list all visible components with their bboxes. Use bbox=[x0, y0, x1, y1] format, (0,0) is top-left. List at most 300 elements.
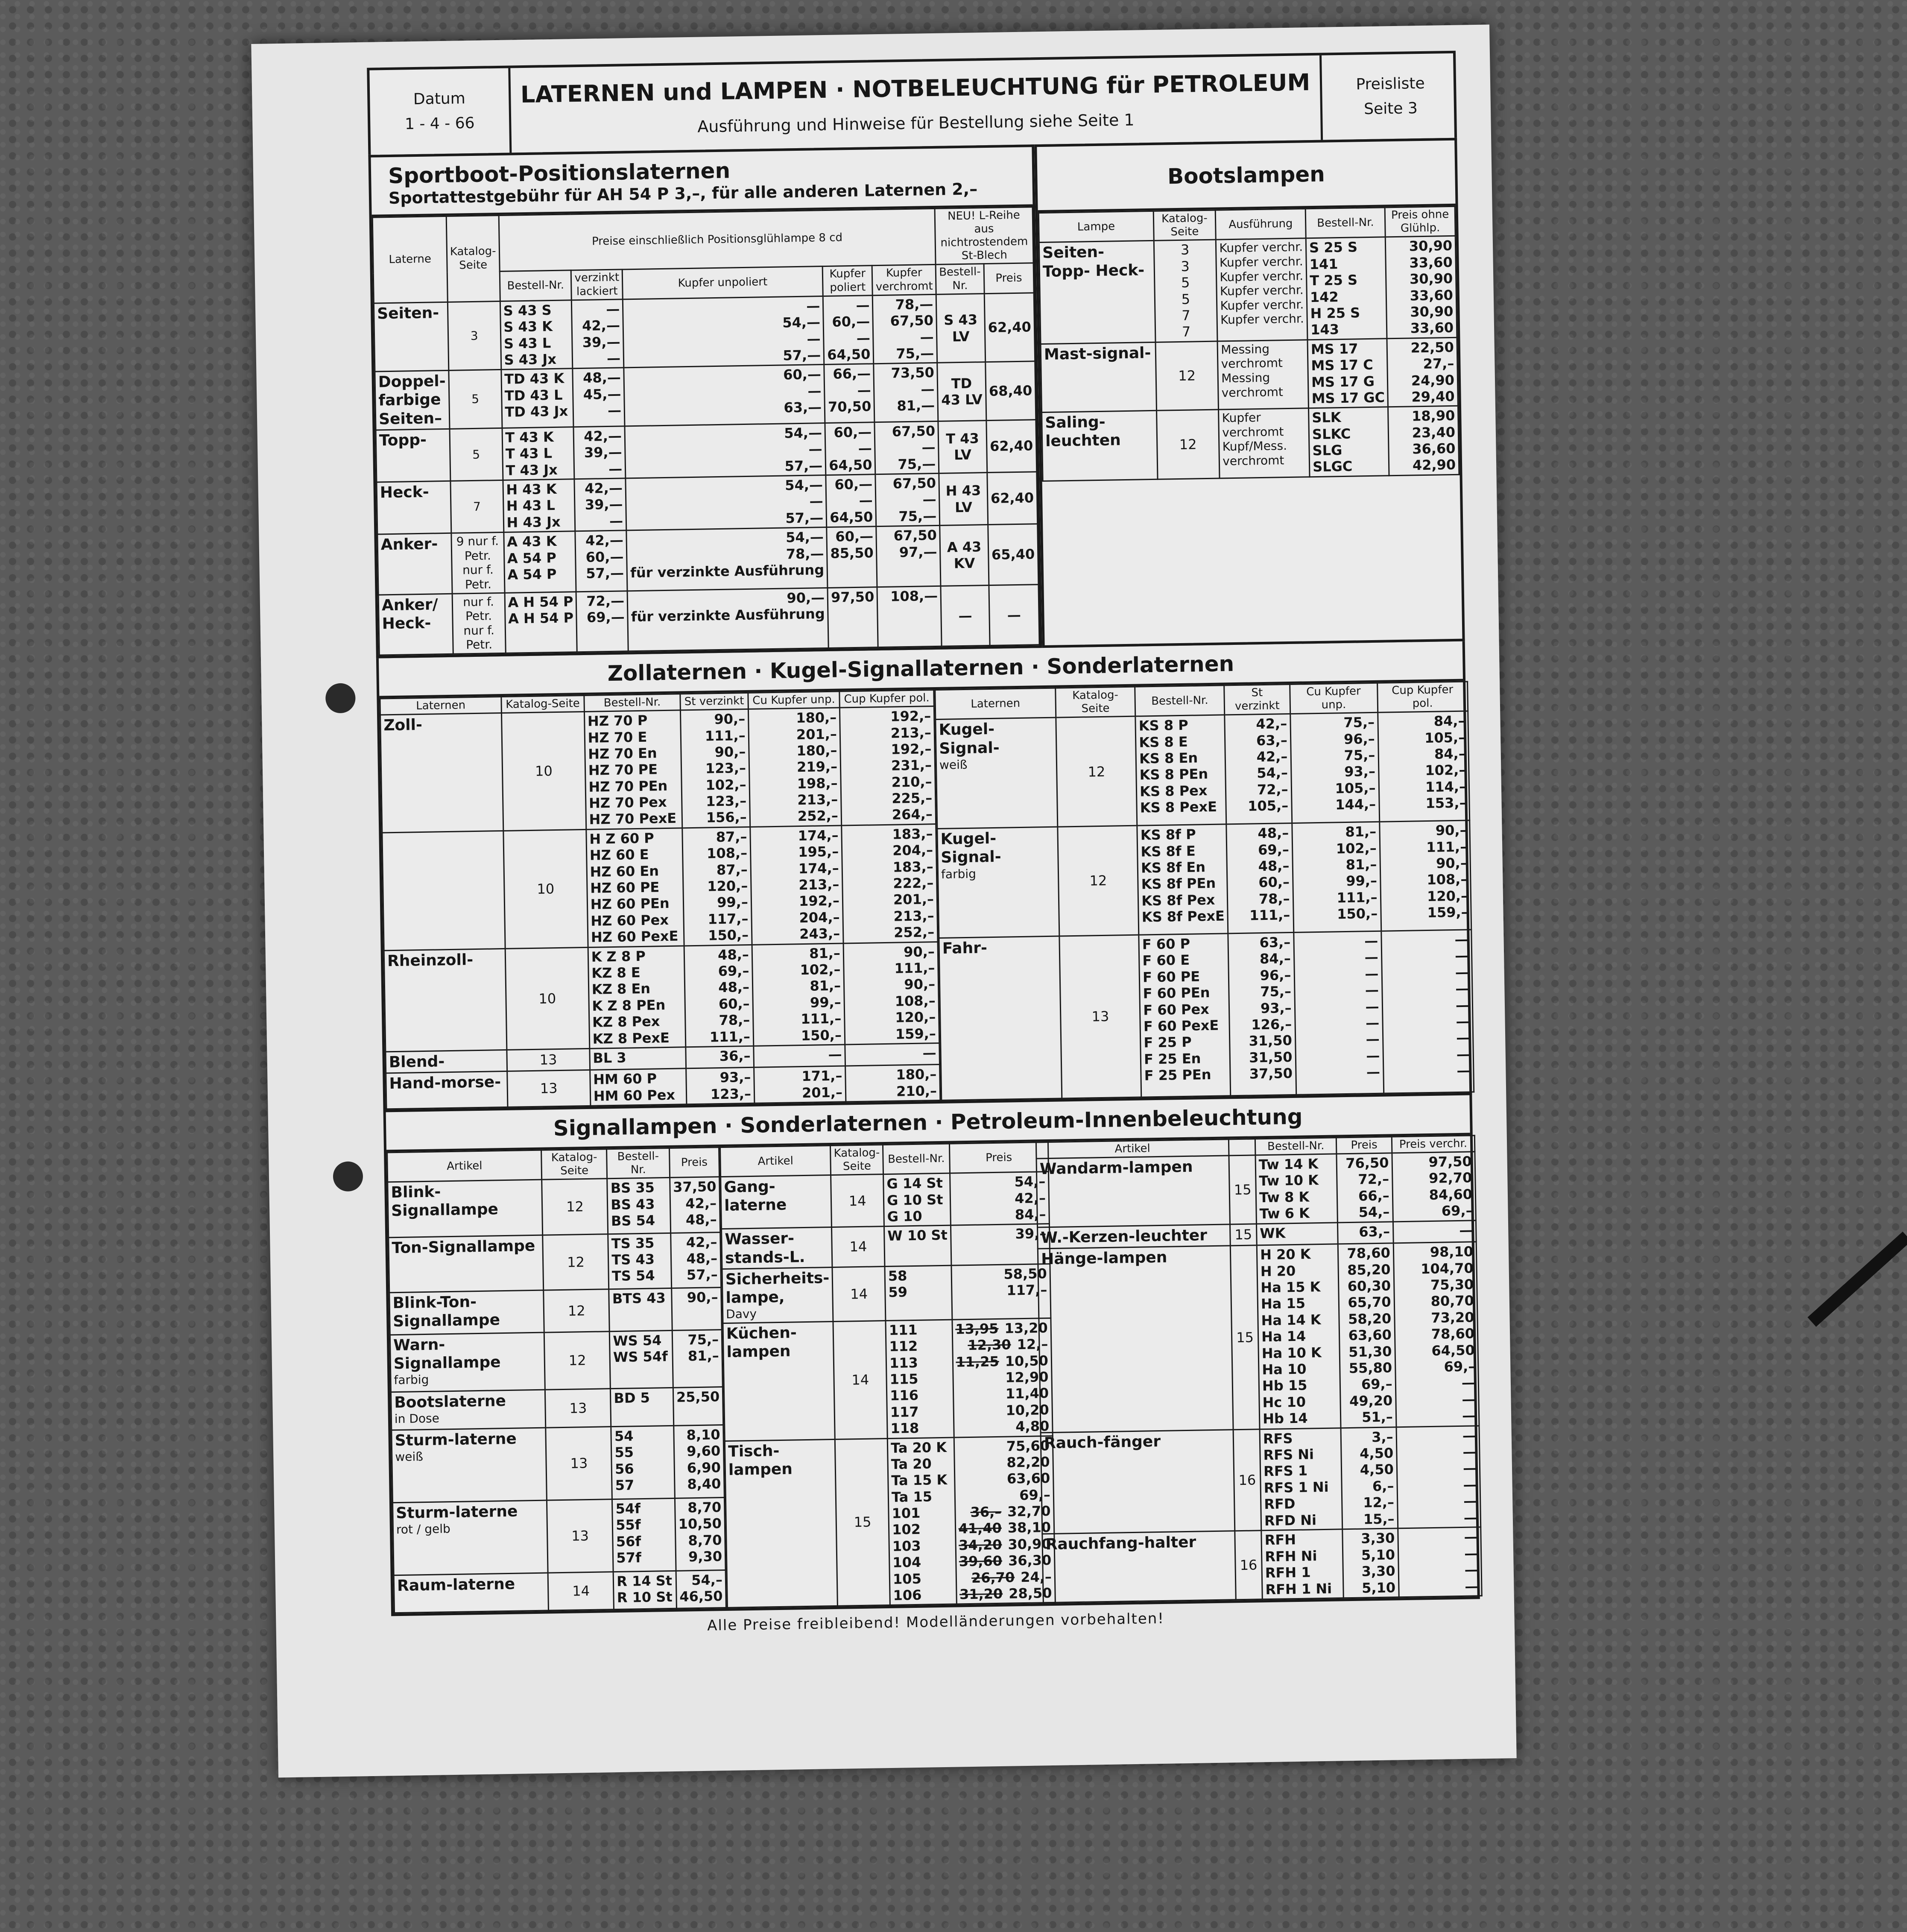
row-name-sub: farbig bbox=[394, 1372, 429, 1388]
row-ausfuehrung-line: Kupfer verchr. bbox=[1219, 254, 1303, 270]
row-preis-line: 55,80 bbox=[1348, 1359, 1392, 1377]
sportboot-head bbox=[371, 147, 1032, 217]
row-cu-line: 252,– bbox=[797, 808, 839, 825]
row-name: Doppel-farbige Seiten– bbox=[375, 371, 450, 430]
row-preis-line bbox=[676, 1388, 720, 1405]
row-verzinkt-line: 39,— bbox=[585, 496, 623, 513]
row-preis-line bbox=[674, 1267, 718, 1284]
row-st-line: 78,– bbox=[1258, 890, 1290, 907]
row-cup-line: 213,– bbox=[890, 724, 932, 741]
row-preis-verchr-line: 73,20 bbox=[1430, 1309, 1474, 1326]
row-kupfer-unp-line: — bbox=[808, 441, 822, 457]
row-kupfer-ver-line: 97,— bbox=[899, 543, 937, 560]
row-katalog: 10 bbox=[505, 947, 589, 1050]
table-row bbox=[382, 824, 938, 950]
row-preis-verchr-line: — bbox=[1462, 1427, 1477, 1444]
row-preis-line: 3,– bbox=[1371, 1429, 1393, 1445]
row-preis-line bbox=[676, 1331, 719, 1348]
row-preis-line bbox=[955, 1282, 1047, 1300]
row-cu bbox=[752, 943, 845, 1046]
column-header: Bestell-Nr. bbox=[584, 694, 681, 712]
price: 54,– bbox=[1014, 1173, 1046, 1190]
row-bestell-line: SLG bbox=[1312, 442, 1343, 459]
row-st-line: 93,– bbox=[1260, 999, 1292, 1016]
row-bestell-line: HZ 70 P bbox=[587, 712, 648, 729]
row-st-line: 72,– bbox=[1257, 781, 1288, 798]
row-kupfer-unp bbox=[627, 588, 828, 651]
row-kupfer-ver-line: 75,— bbox=[898, 507, 937, 525]
bootslampen-rows bbox=[1039, 236, 1459, 481]
row-cu-line: 171,– bbox=[801, 1067, 842, 1085]
row-cu-line: 81,– bbox=[1345, 823, 1377, 840]
row-neu-preis: — bbox=[989, 584, 1039, 645]
row-ausfuehrung-line: Kupfer verchr. bbox=[1220, 297, 1304, 313]
row-st-line: 150,– bbox=[708, 927, 749, 944]
column-header: Katalog-Seite bbox=[501, 695, 584, 713]
row-st-line: 60,– bbox=[718, 995, 750, 1012]
row-katalog: 9 nur f. Petr. nur f. Petr. bbox=[451, 533, 505, 594]
row-name-main: Blink-Signallampe bbox=[391, 1183, 499, 1220]
row-preis-line bbox=[678, 1499, 722, 1516]
row-bestell-line: 143 bbox=[1310, 321, 1340, 338]
row-bestell bbox=[611, 1426, 675, 1499]
row-preis-line bbox=[956, 1385, 1049, 1403]
row-katalog: 12 bbox=[1056, 717, 1137, 827]
row-kupfer-unp-line: 57,— bbox=[785, 509, 824, 527]
row-katalog: 14 bbox=[833, 1320, 887, 1439]
row-verzinkt bbox=[574, 478, 626, 531]
row-preis-verchr-line: — bbox=[1459, 1222, 1473, 1238]
row-cup bbox=[845, 1065, 940, 1102]
row-bestell-line: Ha 14 bbox=[1261, 1328, 1306, 1345]
row-verzinkt-line: 42,— bbox=[584, 480, 623, 497]
row-cu-line: — bbox=[1366, 1047, 1380, 1064]
row-st-line: 111,– bbox=[1249, 907, 1290, 924]
row-verzinkt-line: 42,— bbox=[585, 532, 624, 549]
row-verzinkt-line: — bbox=[607, 402, 622, 419]
row-preis-line bbox=[674, 1250, 718, 1267]
row-preis bbox=[952, 1318, 1053, 1437]
row-cu-line: 150,– bbox=[1337, 905, 1378, 922]
row-preis-line: 3,30 bbox=[1361, 1530, 1395, 1547]
row-preis-line: 30,90 bbox=[1409, 237, 1453, 255]
row-preis-line bbox=[958, 1470, 1050, 1488]
row-preis bbox=[673, 1425, 724, 1498]
row-bestell-line: BS 54 bbox=[611, 1212, 655, 1229]
row-cup-line: 222,– bbox=[893, 875, 934, 892]
price: 42,– bbox=[686, 1233, 717, 1250]
row-cup-line: 153,– bbox=[1425, 794, 1466, 812]
row-preis-verchr-line: 78,60 bbox=[1431, 1325, 1475, 1343]
row-name bbox=[389, 1290, 544, 1335]
row-cu-line: 243,– bbox=[799, 925, 840, 943]
table-row bbox=[936, 711, 1470, 828]
row-bestell-line: Ha 10 bbox=[1262, 1361, 1307, 1378]
col-neu-preis: Preis bbox=[984, 263, 1034, 293]
row-bestell-line: 105 bbox=[892, 1570, 922, 1587]
bootslampen-section bbox=[1034, 138, 1465, 648]
row-bestell bbox=[586, 828, 684, 947]
row-name bbox=[721, 1175, 832, 1229]
row-ausfuehrung-line: Kupfer verchr. bbox=[1219, 240, 1303, 255]
row-katalog: 14 bbox=[831, 1174, 884, 1227]
column-header: Cup Kupfer pol. bbox=[1377, 682, 1468, 713]
row-cup-line: — bbox=[1454, 947, 1469, 964]
row-preis-line bbox=[676, 1347, 719, 1364]
row-st-line: 111,– bbox=[705, 727, 746, 744]
row-verzinkt bbox=[573, 426, 626, 479]
row-preis-line bbox=[679, 1548, 722, 1565]
row-bestell-line: HM 60 Pex bbox=[593, 1086, 676, 1104]
row-bestell-line: A 54 P bbox=[507, 549, 557, 567]
signal-table-3 bbox=[1035, 1135, 1483, 1604]
signal-table-1 bbox=[386, 1147, 727, 1614]
row-cu bbox=[754, 1045, 845, 1068]
col-katalog: Katalog-Seite bbox=[446, 215, 500, 302]
col-lampe: Lampe bbox=[1038, 211, 1154, 243]
punch-hole bbox=[333, 1161, 363, 1191]
table-row bbox=[721, 1172, 1050, 1229]
row-preis bbox=[1387, 337, 1458, 407]
row-bestell bbox=[608, 1233, 671, 1289]
row-cup-line: 252,– bbox=[893, 924, 935, 941]
signal-table-2 bbox=[720, 1142, 1056, 1609]
row-katalog: 12 bbox=[544, 1289, 609, 1332]
row-name-sub: farbig bbox=[941, 866, 977, 881]
row-name: Heck- bbox=[377, 481, 451, 534]
column-header bbox=[1228, 1139, 1255, 1156]
row-name: Anker- bbox=[377, 533, 452, 594]
row-cu bbox=[1292, 822, 1381, 932]
signal-columns bbox=[386, 1135, 1477, 1613]
table-row bbox=[723, 1318, 1053, 1441]
row-bestell-line: 112 bbox=[889, 1338, 918, 1355]
row-st-line: 54,– bbox=[1256, 764, 1288, 782]
row-bestell bbox=[611, 1388, 674, 1427]
row-st bbox=[1225, 714, 1292, 824]
row-kupfer-pol bbox=[826, 474, 876, 527]
row-preis bbox=[1338, 1243, 1396, 1428]
row-bestell-line: S 43 K bbox=[503, 318, 553, 335]
row-katalog: 3 bbox=[448, 301, 501, 370]
row-bestell-line: MS 17 GC bbox=[1311, 389, 1385, 407]
row-kupfer-pol-line: 60,— bbox=[832, 313, 870, 330]
row-cu-line: 204,– bbox=[799, 909, 840, 926]
row-bestell-line: 55f bbox=[615, 1516, 641, 1534]
col-neu-bestell: Bestell-Nr. bbox=[936, 264, 984, 294]
row-bestell-line: TS 43 bbox=[611, 1251, 655, 1268]
price: 48,– bbox=[685, 1211, 717, 1228]
column-header: Preis bbox=[669, 1147, 719, 1178]
row-bestell-line: MS 17 bbox=[1310, 340, 1358, 357]
row-bestell-line: HZ 60 Pex bbox=[591, 911, 669, 929]
row-st-line: 96,– bbox=[1260, 966, 1291, 984]
row-bestell bbox=[610, 1330, 673, 1389]
row-st-line: 48,– bbox=[718, 979, 750, 996]
table-row bbox=[378, 584, 1039, 655]
row-verzinkt-line: 39,— bbox=[584, 444, 622, 461]
row-st-line: 48,– bbox=[1258, 825, 1289, 842]
row-bestell-line: Hb 15 bbox=[1262, 1377, 1307, 1394]
row-bestell bbox=[613, 1571, 676, 1610]
row-bestell-line: KS 8 En bbox=[1139, 749, 1198, 767]
price: 46,50 bbox=[679, 1588, 723, 1605]
row-cup-line: 105,– bbox=[1424, 729, 1465, 746]
row-bestell-line: KS 8 E bbox=[1139, 733, 1188, 751]
row-neu-preis: 65,40 bbox=[988, 524, 1038, 585]
row-bestell bbox=[1307, 339, 1388, 408]
row-bestell-line: S 25 S bbox=[1309, 239, 1358, 256]
row-cup-line: 108,– bbox=[1427, 871, 1468, 888]
row-preis-line bbox=[678, 1515, 722, 1532]
row-kupfer-ver bbox=[875, 473, 940, 526]
row-cup-line: 102,– bbox=[1425, 762, 1466, 779]
row-bestell bbox=[1260, 1428, 1343, 1531]
row-name: Wandarm-lampen bbox=[1036, 1156, 1230, 1227]
table-row bbox=[377, 524, 1038, 595]
row-bestell-line: RFH bbox=[1264, 1531, 1296, 1549]
row-st-line: 69,– bbox=[1258, 841, 1290, 858]
row-katalog: 10 bbox=[501, 712, 586, 831]
price: 10,50 bbox=[1005, 1352, 1049, 1370]
row-katalog: 10 bbox=[503, 829, 588, 948]
price: 28,50 bbox=[1008, 1585, 1052, 1602]
row-preis-verchr bbox=[1396, 1426, 1481, 1528]
row-bestell-line: 103 bbox=[892, 1537, 921, 1554]
old-price: 36,– bbox=[970, 1503, 1002, 1521]
row-verzinkt-line: 60,— bbox=[585, 548, 624, 565]
sportboot-title: Sportboot-Positionslaternen bbox=[388, 158, 731, 189]
row-preis-line: 3,30 bbox=[1361, 1563, 1395, 1580]
zoll-table-right bbox=[934, 681, 1474, 1101]
row-name-main: Bootslaterne bbox=[394, 1392, 506, 1412]
row-ausfuehrung-line: Kupfer verchr. bbox=[1220, 268, 1304, 284]
row-cu-line: 75,– bbox=[1344, 746, 1375, 764]
price: 11,40 bbox=[1005, 1385, 1049, 1402]
row-neu-preis: 68,40 bbox=[985, 361, 1035, 420]
row-verzinkt-line: 39,— bbox=[582, 334, 620, 351]
row-bestell-line: Tw 8 K bbox=[1259, 1188, 1310, 1206]
row-bestell bbox=[885, 1265, 952, 1320]
col-bestell: Bestell-Nr. bbox=[1305, 208, 1386, 238]
row-katalog bbox=[1156, 410, 1220, 479]
row-preis-line bbox=[679, 1588, 723, 1605]
row-st-line: 84,– bbox=[1259, 950, 1291, 967]
row-name-main: Fahr- bbox=[942, 939, 988, 957]
row-cup-line: — bbox=[1456, 1046, 1471, 1063]
row-preis-verchr-line: 69,– bbox=[1441, 1202, 1473, 1219]
table-row bbox=[376, 420, 1037, 482]
row-bestell bbox=[584, 710, 682, 829]
price: 30,90 bbox=[1008, 1535, 1051, 1553]
row-cup-line: 90,– bbox=[1435, 822, 1467, 839]
row-ausfuehrung bbox=[1217, 340, 1308, 410]
row-name bbox=[386, 1071, 508, 1109]
row-verzinkt-line: 42,— bbox=[584, 427, 622, 445]
bootslampen-table bbox=[1038, 206, 1460, 482]
price: 12,– bbox=[1017, 1336, 1048, 1353]
row-cu-line: 81,– bbox=[810, 977, 841, 995]
row-preis-line bbox=[677, 1459, 721, 1476]
row-katalog: 13 bbox=[546, 1426, 612, 1500]
row-bestell-line: KS 8 PexE bbox=[1140, 798, 1217, 816]
row-bestell-line: A 43 K bbox=[506, 533, 557, 550]
row-name-main: Blend- bbox=[389, 1053, 445, 1071]
row-preis-line: 33,60 bbox=[1410, 319, 1454, 337]
row-st-line: 87,– bbox=[716, 861, 748, 878]
row-bestell-line: 57f bbox=[616, 1549, 642, 1566]
row-bestell-line: RFS Ni bbox=[1263, 1446, 1314, 1464]
row-bestell-line: 106 bbox=[893, 1587, 922, 1604]
row-bestell-line: BTS 43 bbox=[612, 1290, 666, 1307]
row-preis-line bbox=[957, 1437, 1050, 1455]
row-preis-line: 33,60 bbox=[1410, 287, 1454, 304]
row-bestell bbox=[886, 1320, 954, 1438]
row-cu bbox=[748, 708, 841, 827]
row-bestell-line: 141 bbox=[1309, 255, 1338, 272]
row-cu-line: — bbox=[1365, 981, 1379, 998]
row-bestell-line: F 60 Pex bbox=[1143, 1001, 1210, 1018]
table-row bbox=[390, 1329, 722, 1392]
row-cu-line: 150,– bbox=[801, 1027, 842, 1044]
row-kupfer-ver bbox=[873, 294, 937, 364]
row-st-line: 75,– bbox=[1260, 983, 1292, 1000]
row-ausfuehrung-line: Kupf/Mess. bbox=[1222, 439, 1287, 454]
row-cup-line: 210,– bbox=[891, 773, 932, 790]
row-cup-line: — bbox=[1455, 980, 1469, 997]
row-bestell-line: HZ 60 PEn bbox=[590, 895, 670, 913]
row-bestell-line: KZ 8 PexE bbox=[592, 1029, 670, 1047]
row-name-main: Sturm-laterne bbox=[395, 1430, 517, 1449]
row-cup bbox=[1379, 820, 1471, 931]
row-preis-line: 12,– bbox=[1363, 1494, 1395, 1511]
row-cup-line: 111,– bbox=[894, 960, 935, 977]
row-kupfer-ver-line: 67,50 bbox=[892, 422, 936, 440]
row-katalog: 7 bbox=[450, 480, 504, 533]
row-preis-line bbox=[954, 1206, 1046, 1224]
row-cup-line: 159,– bbox=[895, 1025, 936, 1042]
table-row bbox=[1038, 1242, 1479, 1432]
row-preis bbox=[673, 1387, 723, 1426]
row-preis-verchr-line: — bbox=[1464, 1545, 1478, 1562]
row-cup-line: — bbox=[1455, 996, 1470, 1013]
row-preis bbox=[950, 1172, 1049, 1226]
row-cu-line: — bbox=[1365, 1014, 1380, 1031]
row-name bbox=[382, 831, 505, 950]
row-verzinkt bbox=[575, 530, 627, 591]
row-bestell-line: MS 17 G bbox=[1311, 373, 1375, 390]
preisliste-box bbox=[1322, 53, 1459, 140]
row-bestell-line: H 20 K bbox=[1260, 1246, 1311, 1263]
table-row bbox=[1041, 337, 1458, 413]
row-name bbox=[723, 1321, 835, 1441]
row-cup-line: 183,– bbox=[892, 858, 934, 875]
row-cup bbox=[843, 942, 939, 1045]
row-cup-line: 108,– bbox=[895, 992, 936, 1010]
row-st-line: 90,– bbox=[714, 711, 746, 728]
row-cup bbox=[845, 1043, 940, 1066]
row-kupfer-ver-line: 75,— bbox=[896, 345, 934, 362]
row-preis-line: 69,– bbox=[1361, 1376, 1392, 1393]
row-katalog: nur f. Petr. nur f. Petr. bbox=[452, 593, 506, 654]
row-bestell-line: RFH Ni bbox=[1264, 1548, 1317, 1565]
row-kupfer-unp-line: 57,— bbox=[783, 347, 821, 364]
row-bestell-line: 117 bbox=[890, 1403, 919, 1420]
price: 81,– bbox=[687, 1347, 719, 1364]
row-bestell bbox=[503, 531, 576, 593]
row-preis-line: 51,30 bbox=[1348, 1343, 1392, 1360]
price-sheet bbox=[367, 51, 1480, 1640]
row-name bbox=[380, 713, 503, 833]
row-bestell-line: H Z 60 P bbox=[589, 830, 655, 847]
row-bestell-line: WS 54 bbox=[613, 1332, 662, 1349]
row-kupfer-pol bbox=[827, 527, 877, 588]
row-katalog: 15 bbox=[835, 1438, 890, 1606]
row-bestell-line: 116 bbox=[889, 1387, 919, 1404]
table-row bbox=[1042, 1527, 1482, 1603]
row-preis-line bbox=[673, 1195, 717, 1212]
row-preis-line: 6,– bbox=[1372, 1478, 1394, 1494]
row-preis-line bbox=[673, 1179, 717, 1196]
col-preis: Preis ohne Glühlp. bbox=[1385, 206, 1456, 237]
row-kupfer-ver-line: 67,50 bbox=[890, 312, 934, 329]
row-cup bbox=[1381, 930, 1474, 1093]
row-bestell bbox=[883, 1173, 951, 1227]
row-kupfer-unp bbox=[626, 475, 827, 531]
row-bestell-line: H 43 Jx bbox=[506, 513, 561, 531]
price: 69,– bbox=[1019, 1486, 1051, 1503]
row-cup-line: 183,– bbox=[892, 825, 933, 843]
column-header: Katalog-Seite bbox=[541, 1149, 607, 1180]
row-preis-line bbox=[959, 1552, 1052, 1570]
column-header: Laternen bbox=[935, 688, 1056, 720]
row-cu-line: 198,– bbox=[797, 775, 838, 792]
row-ausfuehrung-line: Kupfer verchr. bbox=[1220, 311, 1304, 327]
row-bestell-line: Tw 14 K bbox=[1258, 1156, 1319, 1173]
col-kupfer-poliert: Kupfer poliert bbox=[822, 266, 872, 296]
row-st-line: 123,– bbox=[710, 1085, 752, 1102]
row-bestell-line: Ta 15 bbox=[891, 1488, 933, 1505]
row-preis-verchr bbox=[1392, 1152, 1476, 1222]
row-cu-line: 180,– bbox=[796, 709, 837, 726]
signal-rows-3 bbox=[1036, 1152, 1482, 1603]
row-kupfer-ver-line: — bbox=[921, 381, 935, 398]
row-kupfer-pol bbox=[828, 587, 878, 648]
table-row bbox=[384, 942, 939, 1052]
row-name: Seiten- Topp- Heck- bbox=[1039, 241, 1155, 344]
row-kupfer-pol-line: 97,50 bbox=[831, 588, 875, 606]
row-bestell-line: Hc 10 bbox=[1262, 1393, 1306, 1411]
row-kupfer-unp bbox=[623, 296, 824, 368]
row-preis-line: 15,– bbox=[1363, 1510, 1395, 1528]
row-st-line: 108,– bbox=[706, 845, 748, 862]
row-name-sub: rot / gelb bbox=[396, 1522, 451, 1537]
row-ausfuehrung-line: Kupfer verchr. bbox=[1220, 283, 1304, 299]
row-bestell-line: 56 bbox=[614, 1460, 634, 1477]
row-neu-bestell: S 43 LV bbox=[936, 293, 986, 363]
table-row bbox=[1041, 1426, 1481, 1534]
row-name-main: Ton-Signallampe bbox=[392, 1237, 535, 1257]
row-verzinkt-line: 69,— bbox=[586, 609, 625, 626]
row-bestell bbox=[612, 1498, 676, 1572]
row-bestell-line: R 10 St bbox=[617, 1589, 673, 1606]
column-header: Katalog-Seite bbox=[1056, 687, 1135, 717]
row-kupfer-ver-line: 75,— bbox=[898, 455, 936, 472]
row-cup bbox=[1378, 711, 1469, 822]
row-preis bbox=[1341, 1427, 1398, 1529]
row-bestell-line: KS 8f P bbox=[1140, 826, 1196, 843]
row-preis-line: 85,20 bbox=[1347, 1261, 1391, 1278]
